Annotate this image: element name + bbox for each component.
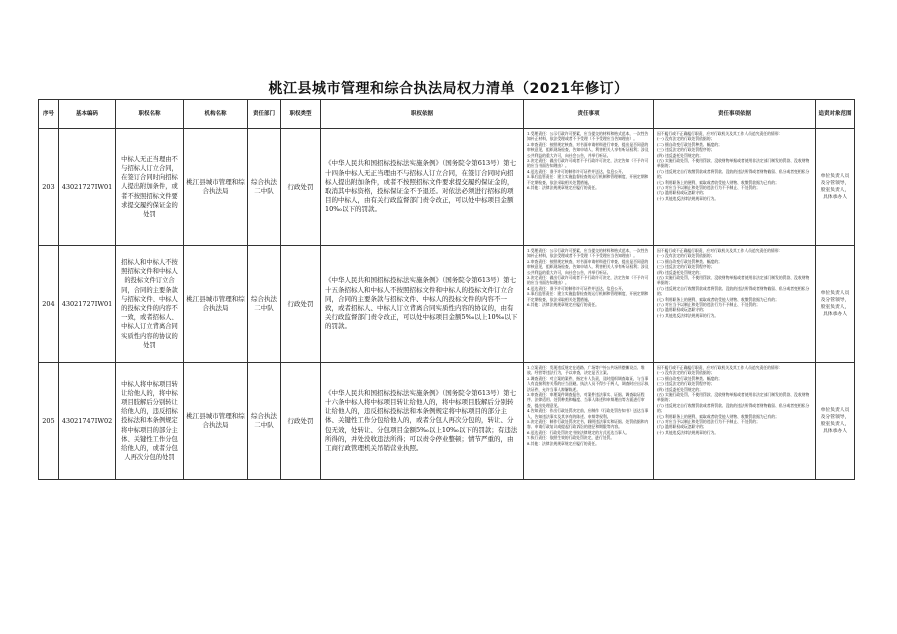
row-duty-basis-line: (八) 对应当予以制止和处罚的违法行为不予制止、不处罚的；	[657, 302, 760, 308]
row-duty-line: 6.其他：法律法规规章规定应履行的责任。	[527, 185, 599, 191]
row-duty-line: 3.审查责任：审理案件调查报告，对案件违法事实、证据、调查取证程序、法律适用、处罚种类和幅度、当事人陈述和申辩理由等方面进行审查，提出处理意见。	[527, 392, 645, 408]
row-duty-basis-line: (六) 违反规定自行收缴罚款或者将罚款、没收的违法所得或者财物截留、私分或者变相私分的；	[657, 168, 810, 180]
page-title: 桃江县城市管理和综合执法局权力清单（2021年修订）	[268, 81, 629, 97]
row-duty-line: 7.执行责任：依照生效的行政处罚决定，进行处罚。	[527, 435, 615, 441]
row-duty-line: 1.受理责任：公示行政许可要素，应当提交的材料和格式范本，一次性告知补正材料，依法受理或者不予受理（不予受理应当告知理由）。	[527, 131, 649, 142]
header-code: 基本编码	[59, 100, 116, 129]
header-org: 机构名称	[184, 100, 248, 129]
row-duty-line: 6.其他：法律法规规章规定应履行的责任。	[527, 302, 599, 308]
row-duty	[524, 363, 654, 480]
row-duty-basis-line: (五) 实施行政处罚，不使用罚款、没收财物单据或者使用非法定部门制发的罚款、没收财物单据的；	[657, 158, 810, 169]
header-type: 职权类型	[281, 100, 321, 129]
row-duty-basis-line: (二) 擅自改变行政处罚种类、幅度的；	[657, 375, 722, 381]
row-type: 行政处罚	[281, 129, 321, 246]
row-duty-basis-line: (四) 违反委托处罚规定的；	[657, 152, 703, 158]
row-power-name: 招标人和中标人不按照招标文件和中标人的投标文件订立合同，合同的主要条款与招标文件、中标人的投标文件的内容不一致，或者招标人、中标人订立背离合同实质性内容的协议的处罚	[116, 246, 184, 363]
row-duty-basis-line: (六) 违反规定自行收缴罚款或者将罚款、没收的违法所得或者财物截留、私分或者变相私分的；	[657, 402, 810, 414]
row-duty-basis-line: (七) 利用职务上的便利，索取或者收受他人财物、收缴罚款据为己有的；	[657, 413, 779, 419]
row-seq: 205	[39, 363, 59, 480]
row-duty-basis-line: (三) 违反法定的行政处罚程序的；	[657, 264, 715, 270]
row-dept: 综合执法二中队	[248, 129, 281, 246]
row-duty-basis-line: (十) 其他违反法律法规规章的行为。	[657, 195, 719, 201]
header-duty-basis: 责任事项依据	[654, 100, 816, 129]
row-dept: 综合执法二中队	[248, 246, 281, 363]
row-duty-line: 4.送达责任：准予许可的制作许可证件并送达，信息公开。	[527, 168, 626, 174]
row-type: 行政处罚	[281, 363, 321, 480]
row-seq: 203	[39, 129, 59, 246]
row-duty-basis	[654, 363, 816, 480]
row-duty-line: 1.受理责任：公示行政许可要素，应当提交的材料和格式范本，一次性告知补正材料，依法受理或者不予受理（不予受理应当告知理由）。	[527, 248, 649, 259]
header-basis: 职权依据	[321, 100, 524, 129]
row-duty	[524, 129, 654, 246]
row-duty	[524, 246, 654, 363]
row-duty-basis-line: (六) 违反规定自行收缴罚款或者将罚款、没收的违法所得或者财物截留、私分或者变相私分的；	[657, 285, 810, 297]
row-duty-basis-line: (十) 其他违反法律法规规章的行为。	[657, 312, 719, 318]
table-header-row	[39, 100, 855, 129]
row-basis: 《中华人民共和国招标投标法实施条例》（国务院令第613号）第七十五条招标人和中标人不按照招标文件和中标人的投标文件订立合同，合同的主要条款与招标文件、中标人的投标文件的内容不一致，或者招标人、中标人订立背离合同实质性内容的协议的，由有关行政监督部门责令改正，可以处中标项目金额5‰以上10‰以下的罚款。	[321, 246, 524, 363]
row-basis: 《中华人民共和国招标投标法实施条例》（国务院令第613号）第七十四条中标人无正当理由不与招标人订立合同，在签订合同时向招标人提出附加条件，或者不按照招标文件要求提交履约保证金的，取消其中标资格，投标保证金不予退还。对依法必须进行招标的项目的中标人，由有关行政监督部门责令改正，可以处中标项目金额10‰以下的罚款。	[321, 129, 524, 246]
row-basis: 《中华人民共和国招标投标法实施条例》（国务院令第613号）第七十六条中标人将中标项目转让给他人的，将中标项目肢解后分别转让给他人的，违反招标投标法和本条例规定将中标项目的部分主体、关键性工作分包给他人的，或者分包人再次分包的，转让、分包无效，处转让、分包项目金额5‰以上10‰以下的罚款；有违法所得的，并处没收违法所得；可以责令停业整顿；情节严重的，由工商行政管理机关吊销营业执照。	[321, 363, 524, 480]
row-duty-basis-line: (十) 其他违反法律法规规章的行为。	[657, 429, 719, 435]
row-duty-basis-line: (三) 违反法定的行政处罚程序的；	[657, 147, 715, 153]
row-duty-line: 6.送达责任：行政处罚决定书按法律规定的方式送达当事人。	[527, 429, 630, 435]
row-duty-basis-line: (一) 没有法定的行政处罚依据的；	[657, 370, 715, 376]
row-duty-basis-line: (四) 违反委托处罚规定的；	[657, 386, 703, 392]
header-dept: 责任部门	[248, 100, 281, 129]
row-scope: 单位负责人员及分管领导，股室负责人，具体承办人	[816, 363, 855, 480]
row-duty-basis-line: 因不履行或不正确履行职责，应对行政机关及其工作人员追究责任的情形：	[657, 131, 783, 136]
row-duty-line: 5.事后监管责任：建立实施监督检查的运行机制和管理制度，开展定期和不定期检查，依法采取相关处置措施。	[527, 291, 649, 302]
row-org: 桃江县城市管理和综合执法局	[184, 363, 248, 480]
row-duty-basis-line: 因不履行或不正确履行职责，应对行政机关及其工作人员追究责任的情形：	[657, 365, 783, 370]
row-duty-line: 4.告知责任：作出行政处罚决定前，应制作《行政处罚告知书》送达当事人，告知违法事实及其享有的陈述、申辩等权利。	[527, 408, 649, 419]
header-scope: 追责对象范围	[816, 100, 855, 129]
table-row	[39, 246, 855, 363]
row-duty-line: 5.决定责任：制作行政处罚决定书，载明违法事实和证据、处罚依据和内容、申请行政复议或提起行政诉讼的途径和期限等内容。	[527, 419, 649, 430]
table-body	[39, 129, 855, 480]
row-type: 行政处罚	[281, 246, 321, 363]
row-duty-line: 3.决定责任：做出行政许可或者不予行政许可决定，法定告知（不予许可的应当书面告知理由）。	[527, 275, 649, 286]
row-duty-basis-line: (八) 对应当予以制止和处罚的违法行为不予制止、不处罚的；	[657, 185, 760, 191]
table-row	[39, 363, 855, 480]
row-duty-basis-line: (一) 没有法定的行政处罚依据的；	[657, 136, 715, 142]
row-scope: 单位负责人员及分管领导，股室负责人，具体承办人	[816, 129, 855, 246]
header-duty: 责任事项	[524, 100, 654, 129]
row-duty-basis-line: (八) 对应当予以制止和处罚的违法行为不予制止、不处罚的；	[657, 419, 760, 425]
row-duty-basis-line: (二) 擅自改变行政处罚种类、幅度的；	[657, 141, 722, 147]
row-power-name: 中标人将中标项目转让给他人的，将中标项目肢解后分别转让给他人的，违反招标投标法和本条例规定将中标项目的部分主体、关键性工作分包给他人的，或者分包人再次分包的处罚	[116, 363, 184, 480]
header-name: 职权名称	[116, 100, 184, 129]
row-duty-line: 5.事后监管责任：建立实施监督检查的运行机制和管理制度，开展定期和不定期检查，依法采取相关处置措施。	[527, 174, 649, 185]
row-duty-basis-line: (五) 实施行政处罚，不使用罚款、没收财物单据或者使用非法定部门制发的罚款、没收财物单据的；	[657, 392, 810, 403]
row-duty-line: 4.送达责任：准予许可的制作许可证件并送达，信息公开。	[527, 285, 626, 291]
row-duty-basis-line: (一) 没有法定的行政处罚依据的；	[657, 253, 715, 259]
row-duty-basis-line: (二) 擅自改变行政处罚种类、幅度的；	[657, 258, 722, 264]
row-duty-basis-line: (九) 滥用职权或玩忽职守的；	[657, 424, 707, 430]
row-org: 桃江县城市管理和综合执法局	[184, 129, 248, 246]
row-duty-line: 3.决定责任：做出行政许可或者不予行政许可决定，法定告知（不予许可的应当书面告知理由）。	[527, 158, 649, 169]
row-scope: 单位负责人员及分管领导，股室负责人，具体承办人	[816, 246, 855, 363]
row-duty-basis-line: (七) 利用职务上的便利，索取或者收受他人财物、收缴罚款据为己有的；	[657, 296, 779, 302]
row-duty-basis-line: 因不履行或不正确履行职责，应对行政机关及其工作人员追究责任的情形：	[657, 248, 783, 253]
row-duty-basis-line: (九) 滥用职权或玩忽职守的；	[657, 190, 707, 196]
row-duty-basis-line: (七) 利用职务上的便利，索取或者收受他人财物、收缴罚款据为己有的；	[657, 179, 779, 185]
row-duty-line: 2.审查责任：按照规定核查，对书面申请材料进行审查，提出是否同意的审核意见，组织现场检查，告知申请人、利害相关人享有听证权利；涉及公共利益的重大许可，向社会公告，并举行听证。	[527, 258, 649, 275]
row-duty-basis-line: (三) 违反法定的行政处罚程序的；	[657, 381, 715, 387]
row-power-name: 中标人无正当理由不与招标人订立合同，在签订合同时向招标人提出附加条件，或者不按照招标文件要求提交履约保证金的处罚	[116, 129, 184, 246]
row-dept: 综合执法二中队	[248, 363, 281, 480]
row-duty-line: 8.其他：法律法规规章规定应履行的责任。	[527, 440, 599, 446]
row-seq: 204	[39, 246, 59, 363]
row-duty-basis-line: (五) 实施行政处罚，不使用罚款、没收财物单据或者使用非法定部门制发的罚款、没收财物单据的；	[657, 275, 810, 286]
row-duty-line: 1.立案责任：发现违反规定在道路、广场等户外公共场所摆摊设点、堆放、经营等违法行为，予以审查，决定是否立案。	[527, 365, 645, 376]
row-code: 43021727IW01	[59, 246, 116, 363]
header-seq: 序号	[39, 100, 59, 129]
row-duty-basis-line: (九) 滥用职权或玩忽职守的；	[657, 307, 707, 313]
row-duty-basis	[654, 129, 816, 246]
row-duty-basis	[654, 246, 816, 363]
power-list-table	[38, 99, 855, 480]
row-code: 43021727IW01	[59, 129, 116, 246]
row-duty-basis-line: (四) 违反委托处罚规定的；	[657, 269, 703, 275]
row-org: 桃江县城市管理和综合执法局	[184, 246, 248, 363]
row-duty-line: 2.调查责任：对立案的案件，指定专人负责，及时组织调查取证，与当事人有直接利害关系的应当回避。执法人员不得少于两人，调查时应出示执法证件，允许当事人辩解陈述。	[527, 375, 649, 392]
table-row	[39, 129, 855, 246]
row-duty-line: 2.审查责任：按照规定核查，对书面申请材料进行审查，提出是否同意的审核意见，组织现场检查，告知申请人、利害相关人享有听证权利；涉及公共利益的重大许可，向社会公告，并举行听证。	[527, 141, 649, 158]
row-code: 43021747IW02	[59, 363, 116, 480]
